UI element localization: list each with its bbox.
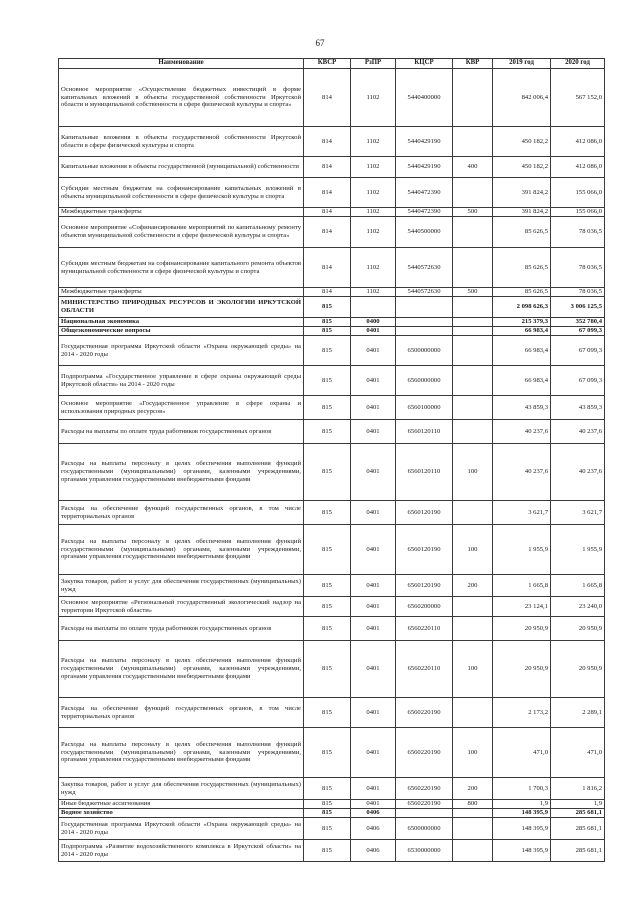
row-value-2019: 85 626,5 bbox=[493, 288, 551, 297]
row-kcsr: 6560120190 bbox=[396, 575, 453, 597]
row-kcsr bbox=[396, 327, 453, 336]
row-kvsr: 815 bbox=[304, 641, 351, 698]
table-row bbox=[59, 501, 605, 525]
row-value-2019: 391 824,2 bbox=[493, 208, 551, 217]
row-value-2019: 40 237,6 bbox=[493, 420, 551, 444]
row-rzpr: 0401 bbox=[351, 800, 396, 809]
row-kcsr: 5440572630 bbox=[396, 288, 453, 297]
row-kcsr bbox=[396, 809, 453, 818]
row-rzpr: 0401 bbox=[351, 698, 396, 728]
table-row bbox=[59, 818, 605, 840]
row-value-2020: 1 955,9 bbox=[551, 525, 605, 575]
row-name: Расходы на выплаты персоналу в целях обеспечения выполнения функций государственными (муниципальными) органами, казенными учреждениями, органами управления государственными внебюджетными фондами bbox=[59, 525, 304, 575]
row-kcsr: 6560120110 bbox=[396, 444, 453, 501]
row-value-2020: 155 066,0 bbox=[551, 178, 605, 208]
row-rzpr: 0401 bbox=[351, 728, 396, 778]
row-value-2019: 2 173,2 bbox=[493, 698, 551, 728]
row-value-2019: 1 700,3 bbox=[493, 778, 551, 800]
row-kvsr: 815 bbox=[304, 778, 351, 800]
table-row bbox=[59, 597, 605, 617]
row-value-2020: 43 859,3 bbox=[551, 396, 605, 420]
row-rzpr: 1102 bbox=[351, 208, 396, 217]
row-value-2019: 43 859,3 bbox=[493, 396, 551, 420]
table-row bbox=[59, 327, 605, 336]
table-row bbox=[59, 778, 605, 800]
row-name: Основное мероприятие «Государственное управление в сфере охраны и использования природных ресурсов» bbox=[59, 396, 304, 420]
row-kvr: 100 bbox=[453, 525, 493, 575]
row-value-2019: 20 950,9 bbox=[493, 617, 551, 641]
row-kvsr: 815 bbox=[304, 809, 351, 818]
row-rzpr: 1102 bbox=[351, 178, 396, 208]
row-value-2019: 66 983,4 bbox=[493, 327, 551, 336]
row-value-2019: 215 379,3 bbox=[493, 318, 551, 327]
row-kvsr: 815 bbox=[304, 800, 351, 809]
row-rzpr: 0401 bbox=[351, 641, 396, 698]
header-name: Наименование bbox=[59, 59, 304, 69]
row-kcsr: 6560000000 bbox=[396, 366, 453, 396]
row-rzpr: 0401 bbox=[351, 617, 396, 641]
row-kvr bbox=[453, 396, 493, 420]
row-value-2020: 155 066,0 bbox=[551, 208, 605, 217]
row-value-2020: 67 099,3 bbox=[551, 327, 605, 336]
row-value-2019: 471,0 bbox=[493, 728, 551, 778]
row-kcsr: 6560120190 bbox=[396, 501, 453, 525]
row-kcsr: 5440429190 bbox=[396, 157, 453, 178]
row-kvr: 800 bbox=[453, 800, 493, 809]
row-kcsr: 5440429190 bbox=[396, 127, 453, 157]
row-value-2020: 2 289,1 bbox=[551, 698, 605, 728]
table-row bbox=[59, 420, 605, 444]
row-kvsr: 815 bbox=[304, 297, 351, 318]
row-rzpr bbox=[351, 297, 396, 318]
row-rzpr: 0401 bbox=[351, 396, 396, 420]
row-kvr: 500 bbox=[453, 288, 493, 297]
row-kvr: 500 bbox=[453, 208, 493, 217]
row-value-2019: 20 950,9 bbox=[493, 641, 551, 698]
row-name: Межбюджетные трансферты bbox=[59, 208, 304, 217]
row-name: Капитальные вложения в объекты государственной собственности Иркутской области в сфере физической культуры и спорта bbox=[59, 127, 304, 157]
row-kcsr: 6530000000 bbox=[396, 840, 453, 862]
budget-table bbox=[58, 58, 605, 862]
table-row bbox=[59, 809, 605, 818]
table-row bbox=[59, 336, 605, 366]
table-row bbox=[59, 641, 605, 698]
row-kcsr: 5440572630 bbox=[396, 248, 453, 288]
row-kcsr: 6560220110 bbox=[396, 617, 453, 641]
row-kcsr: 6560120190 bbox=[396, 525, 453, 575]
row-value-2020: 352 780,4 bbox=[551, 318, 605, 327]
row-rzpr: 0401 bbox=[351, 597, 396, 617]
row-kvsr: 814 bbox=[304, 69, 351, 127]
row-name: Расходы на выплаты по оплате труда работников государственных органов bbox=[59, 420, 304, 444]
table-row bbox=[59, 69, 605, 127]
row-name: Основное мероприятие «Региональный государственный экологический надзор на территории Иркутской области» bbox=[59, 597, 304, 617]
row-rzpr: 0401 bbox=[351, 525, 396, 575]
row-value-2020: 78 036,5 bbox=[551, 217, 605, 248]
row-kcsr: 6500000000 bbox=[396, 818, 453, 840]
row-value-2019: 1,9 bbox=[493, 800, 551, 809]
row-kcsr: 5440472390 bbox=[396, 178, 453, 208]
table-row bbox=[59, 297, 605, 318]
row-kcsr: 6560120110 bbox=[396, 420, 453, 444]
row-kcsr: 5440500000 bbox=[396, 217, 453, 248]
row-rzpr: 0401 bbox=[351, 501, 396, 525]
row-kvr bbox=[453, 69, 493, 127]
table-row bbox=[59, 178, 605, 208]
header-kvsr: КВСР bbox=[304, 59, 351, 69]
row-kvsr: 815 bbox=[304, 318, 351, 327]
row-value-2020: 285 681,1 bbox=[551, 840, 605, 862]
row-value-2020: 78 036,5 bbox=[551, 288, 605, 297]
row-value-2019: 148 395,9 bbox=[493, 809, 551, 818]
row-kvsr: 814 bbox=[304, 178, 351, 208]
row-name: Расходы на выплаты персоналу в целях обеспечения выполнения функций государственными (муниципальными) органами, казенными учреждениями, органами управления государственными внебюджетными фондами bbox=[59, 728, 304, 778]
row-value-2020: 3 006 125,5 bbox=[551, 297, 605, 318]
row-kvsr: 815 bbox=[304, 575, 351, 597]
row-kvr bbox=[453, 366, 493, 396]
row-rzpr: 1102 bbox=[351, 288, 396, 297]
header-2019: 2019 год bbox=[493, 59, 551, 69]
row-value-2020: 20 950,9 bbox=[551, 641, 605, 698]
row-value-2020: 1,9 bbox=[551, 800, 605, 809]
row-kvsr: 815 bbox=[304, 501, 351, 525]
row-kcsr: 6560220190 bbox=[396, 778, 453, 800]
row-kvsr: 815 bbox=[304, 366, 351, 396]
row-kvr bbox=[453, 420, 493, 444]
row-value-2019: 85 626,5 bbox=[493, 248, 551, 288]
row-kvr bbox=[453, 318, 493, 327]
row-kvr bbox=[453, 127, 493, 157]
table-row bbox=[59, 157, 605, 178]
table-body bbox=[59, 69, 605, 862]
row-kvsr: 815 bbox=[304, 728, 351, 778]
header-2020: 2020 год bbox=[551, 59, 605, 69]
row-kvsr: 815 bbox=[304, 698, 351, 728]
row-name: Государственная программа Иркутской области «Охрана окружающей среды» на 2014 - 2020 годы bbox=[59, 336, 304, 366]
row-name: Общеэкономические вопросы bbox=[59, 327, 304, 336]
row-value-2020: 40 237,6 bbox=[551, 420, 605, 444]
row-value-2019: 66 983,4 bbox=[493, 336, 551, 366]
row-kvr bbox=[453, 297, 493, 318]
row-kvr: 100 bbox=[453, 728, 493, 778]
row-kvsr: 815 bbox=[304, 336, 351, 366]
row-kvr bbox=[453, 698, 493, 728]
row-kvr bbox=[453, 217, 493, 248]
row-value-2019: 85 626,5 bbox=[493, 217, 551, 248]
row-value-2020: 412 086,0 bbox=[551, 127, 605, 157]
table-row bbox=[59, 800, 605, 809]
row-value-2020: 285 681,1 bbox=[551, 809, 605, 818]
row-rzpr: 1102 bbox=[351, 248, 396, 288]
row-kvr bbox=[453, 336, 493, 366]
table-row bbox=[59, 366, 605, 396]
row-rzpr: 0401 bbox=[351, 366, 396, 396]
row-value-2020: 1 665,8 bbox=[551, 575, 605, 597]
row-name: Водное хозяйство bbox=[59, 809, 304, 818]
row-name: Капитальные вложения в объекты государственной (муниципальной) собственности bbox=[59, 157, 304, 178]
row-name: Субсидии местным бюджетам на софинансирование капитальных вложений в объекты муниципальной собственности в сфере физической культуры и спорта bbox=[59, 178, 304, 208]
row-kvr bbox=[453, 501, 493, 525]
row-value-2019: 148 395,9 bbox=[493, 840, 551, 862]
row-value-2019: 450 182,2 bbox=[493, 157, 551, 178]
row-kcsr: 6560220190 bbox=[396, 698, 453, 728]
row-kvr bbox=[453, 818, 493, 840]
row-value-2020: 20 950,9 bbox=[551, 617, 605, 641]
row-name: Государственная программа Иркутской области «Охрана окружающей среды» на 2014 - 2020 годы bbox=[59, 818, 304, 840]
header-kvr: КВР bbox=[453, 59, 493, 69]
row-kvr bbox=[453, 617, 493, 641]
row-kvsr: 815 bbox=[304, 840, 351, 862]
row-rzpr: 0406 bbox=[351, 809, 396, 818]
row-kvsr: 814 bbox=[304, 208, 351, 217]
row-kcsr: 6560220190 bbox=[396, 728, 453, 778]
row-name: Подпрограмма «Развитие водохозяйственного комплекса в Иркутской области» на 2014 - 2020 годы bbox=[59, 840, 304, 862]
row-kvr bbox=[453, 327, 493, 336]
row-kvr bbox=[453, 178, 493, 208]
row-value-2020: 3 621,7 bbox=[551, 501, 605, 525]
row-rzpr: 0400 bbox=[351, 318, 396, 327]
row-value-2020: 567 152,0 bbox=[551, 69, 605, 127]
row-kvsr: 814 bbox=[304, 157, 351, 178]
row-kvsr: 815 bbox=[304, 818, 351, 840]
row-value-2019: 3 621,7 bbox=[493, 501, 551, 525]
row-kvsr: 815 bbox=[304, 444, 351, 501]
row-kcsr bbox=[396, 297, 453, 318]
row-kvsr: 814 bbox=[304, 127, 351, 157]
row-name: Межбюджетные трансферты bbox=[59, 288, 304, 297]
row-rzpr: 0401 bbox=[351, 420, 396, 444]
row-kvsr: 814 bbox=[304, 248, 351, 288]
row-value-2020: 67 099,3 bbox=[551, 366, 605, 396]
row-kcsr: 6560220110 bbox=[396, 641, 453, 698]
row-name: Подпрограмма «Государственное управление в сфере охраны окружающей среды Иркутской области» на 2014 - 2020 годы bbox=[59, 366, 304, 396]
row-kcsr: 5440472390 bbox=[396, 208, 453, 217]
row-value-2019: 23 124,1 bbox=[493, 597, 551, 617]
row-kvr: 100 bbox=[453, 641, 493, 698]
row-value-2019: 66 983,4 bbox=[493, 366, 551, 396]
row-name: Субсидии местным бюджетам на софинансирование капитального ремонта объектов муниципальной собственности в сфере физической культуры и спорта bbox=[59, 248, 304, 288]
row-rzpr: 0401 bbox=[351, 336, 396, 366]
table-row bbox=[59, 525, 605, 575]
row-name: Расходы на выплаты персоналу в целях обеспечения выполнения функций государственными (муниципальными) органами, казенными учреждениями, органами управления государственными внебюджетными фондами bbox=[59, 444, 304, 501]
row-rzpr: 1102 bbox=[351, 127, 396, 157]
row-kvr bbox=[453, 840, 493, 862]
row-kvsr: 815 bbox=[304, 327, 351, 336]
row-name: Закупка товаров, работ и услуг для обеспечения государственных (муниципальных) нужд bbox=[59, 778, 304, 800]
row-rzpr: 0406 bbox=[351, 840, 396, 862]
row-kvr bbox=[453, 597, 493, 617]
row-name: Основное мероприятие «Софинансирование мероприятий по капитальному ремонту объектов муниципальной собственности в сфере физической культуры и спорта» bbox=[59, 217, 304, 248]
row-kvr bbox=[453, 248, 493, 288]
table-header-row bbox=[59, 59, 605, 69]
row-value-2020: 23 240,0 bbox=[551, 597, 605, 617]
table-row bbox=[59, 208, 605, 217]
row-value-2020: 285 681,1 bbox=[551, 818, 605, 840]
row-name: Закупка товаров, работ и услуг для обеспечения государственных (муниципальных) нужд bbox=[59, 575, 304, 597]
table-row bbox=[59, 728, 605, 778]
table-row bbox=[59, 248, 605, 288]
row-name: Расходы на обеспечение функций государственных органов, в том числе территориальных органов bbox=[59, 501, 304, 525]
row-value-2019: 450 182,2 bbox=[493, 127, 551, 157]
row-value-2020: 412 086,0 bbox=[551, 157, 605, 178]
table-row bbox=[59, 318, 605, 327]
row-value-2019: 391 824,2 bbox=[493, 178, 551, 208]
page-number: 67 bbox=[315, 38, 325, 48]
row-rzpr: 1102 bbox=[351, 157, 396, 178]
row-kvr: 200 bbox=[453, 778, 493, 800]
row-rzpr: 0401 bbox=[351, 575, 396, 597]
row-rzpr: 1102 bbox=[351, 69, 396, 127]
row-kcsr bbox=[396, 318, 453, 327]
row-kvsr: 815 bbox=[304, 396, 351, 420]
table-row bbox=[59, 698, 605, 728]
row-name: МИНИСТЕРСТВО ПРИРОДНЫХ РЕСУРСОВ И ЭКОЛОГИИ ИРКУТСКОЙ ОБЛАСТИ bbox=[59, 297, 304, 318]
row-kvr: 100 bbox=[453, 444, 493, 501]
row-kvr: 400 bbox=[453, 157, 493, 178]
row-kvsr: 814 bbox=[304, 217, 351, 248]
row-name: Расходы на выплаты по оплате труда работников государственных органов bbox=[59, 617, 304, 641]
row-kcsr: 6500000000 bbox=[396, 336, 453, 366]
header-kcsr: КЦСР bbox=[396, 59, 453, 69]
table-row bbox=[59, 575, 605, 597]
row-kvsr: 814 bbox=[304, 288, 351, 297]
table-row bbox=[59, 444, 605, 501]
row-kvsr: 815 bbox=[304, 420, 351, 444]
row-kvr bbox=[453, 809, 493, 818]
table-row bbox=[59, 288, 605, 297]
row-value-2019: 40 237,6 bbox=[493, 444, 551, 501]
row-value-2019: 148 395,9 bbox=[493, 818, 551, 840]
row-kvsr: 815 bbox=[304, 525, 351, 575]
row-rzpr: 0406 bbox=[351, 818, 396, 840]
row-kvsr: 815 bbox=[304, 617, 351, 641]
row-value-2019: 2 098 626,3 bbox=[493, 297, 551, 318]
row-kvsr: 815 bbox=[304, 597, 351, 617]
row-rzpr: 0401 bbox=[351, 444, 396, 501]
row-rzpr: 0401 bbox=[351, 327, 396, 336]
row-name: Расходы на выплаты персоналу в целях обеспечения выполнения функций государственными (муниципальными) органами, казенными учреждениями, органами управления государственными внебюджетными фондами bbox=[59, 641, 304, 698]
row-kcsr: 6560220190 bbox=[396, 800, 453, 809]
table-row bbox=[59, 840, 605, 862]
row-value-2020: 78 036,5 bbox=[551, 248, 605, 288]
row-value-2019: 1 665,8 bbox=[493, 575, 551, 597]
row-value-2020: 1 816,2 bbox=[551, 778, 605, 800]
row-value-2020: 471,0 bbox=[551, 728, 605, 778]
row-kcsr: 6560200000 bbox=[396, 597, 453, 617]
row-kcsr: 6560100000 bbox=[396, 396, 453, 420]
row-name: Иные бюджетные ассигнования bbox=[59, 800, 304, 809]
row-value-2019: 842 006,4 bbox=[493, 69, 551, 127]
row-value-2019: 1 955,9 bbox=[493, 525, 551, 575]
table-row bbox=[59, 396, 605, 420]
row-rzpr: 0401 bbox=[351, 778, 396, 800]
row-value-2020: 67 099,3 bbox=[551, 336, 605, 366]
row-name: Основное мероприятие «Осуществление бюджетных инвестиций в форме капитальных вложений в объекты государственной собственности Иркутской области и муниципальной собственности в сфере физической культуры и спорта» bbox=[59, 69, 304, 127]
row-name: Национальная экономика bbox=[59, 318, 304, 327]
table-row bbox=[59, 617, 605, 641]
row-kvr: 200 bbox=[453, 575, 493, 597]
row-kcsr: 5440400000 bbox=[396, 69, 453, 127]
row-rzpr: 1102 bbox=[351, 217, 396, 248]
table-row bbox=[59, 127, 605, 157]
table-row bbox=[59, 217, 605, 248]
header-rzpr: РзПР bbox=[351, 59, 396, 69]
row-value-2020: 40 237,6 bbox=[551, 444, 605, 501]
row-name: Расходы на обеспечение функций государственных органов, в том числе территориальных органов bbox=[59, 698, 304, 728]
